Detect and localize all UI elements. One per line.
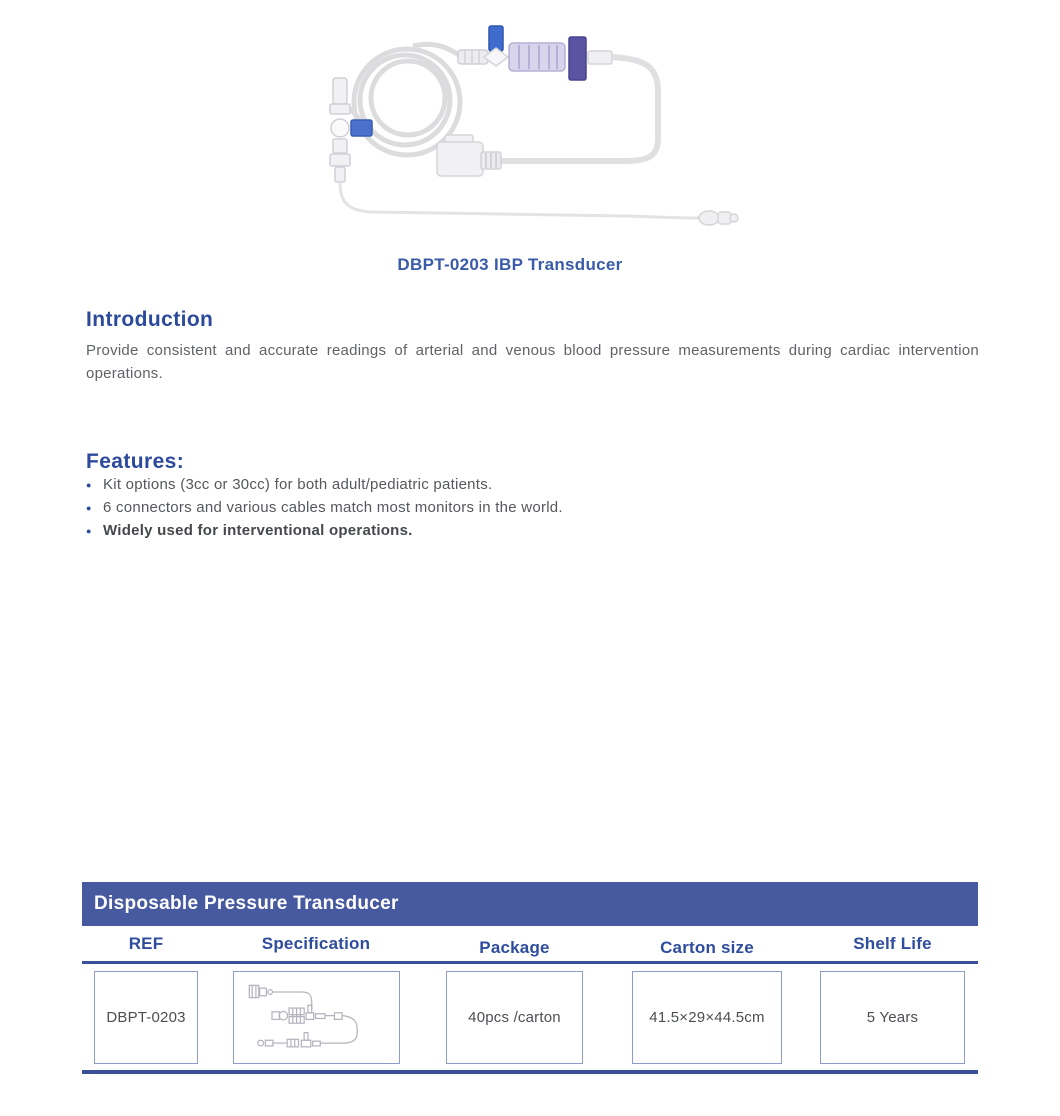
introduction-heading: Introduction	[86, 308, 214, 331]
column-header-package: Package	[479, 938, 550, 957]
monitor-cable-connector	[437, 135, 501, 176]
feature-item: ● 6 connectors and various cables match most monitors in the world.	[86, 500, 979, 515]
feature-item: ● Widely used for interventional operations.	[86, 523, 979, 538]
feature-item: ● Kit options (3cc or 30cc) for both adult/pediatric patients.	[86, 477, 979, 492]
cell-ref: DBPT-0203	[94, 971, 198, 1064]
flush-clamp	[569, 37, 586, 80]
table-title: Disposable Pressure Transducer	[82, 882, 978, 926]
column-header-shelf-life: Shelf Life	[853, 933, 932, 953]
column-header-ref: REF	[128, 933, 164, 953]
blue-stopcock-handle	[351, 120, 372, 136]
features-heading: Features:	[86, 450, 185, 473]
introduction-body: Provide consistent and accurate readings of arterial and venous blood pressure measurements during cardiac intervention operations.	[86, 342, 979, 382]
cell-specification-image	[233, 971, 400, 1064]
transducer-line-drawing	[236, 974, 396, 1062]
cell-shelf-life: 5 Years	[820, 971, 965, 1064]
table-row	[82, 964, 978, 1074]
end-connector	[699, 211, 738, 225]
table-header-row	[82, 926, 978, 964]
cell-carton-size: 41.5×29×44.5cm	[632, 971, 782, 1064]
product-caption: DBPT-0203 IBP Transducer	[397, 255, 623, 274]
column-header-carton-size: Carton size	[660, 938, 754, 957]
features-list	[86, 477, 979, 546]
cell-package: 40pcs /carton	[446, 971, 583, 1064]
product-photo	[295, 10, 740, 248]
specification-table	[82, 882, 978, 1074]
column-header-specification: Specification	[261, 933, 371, 953]
ibp-transducer-illustration	[295, 10, 740, 245]
